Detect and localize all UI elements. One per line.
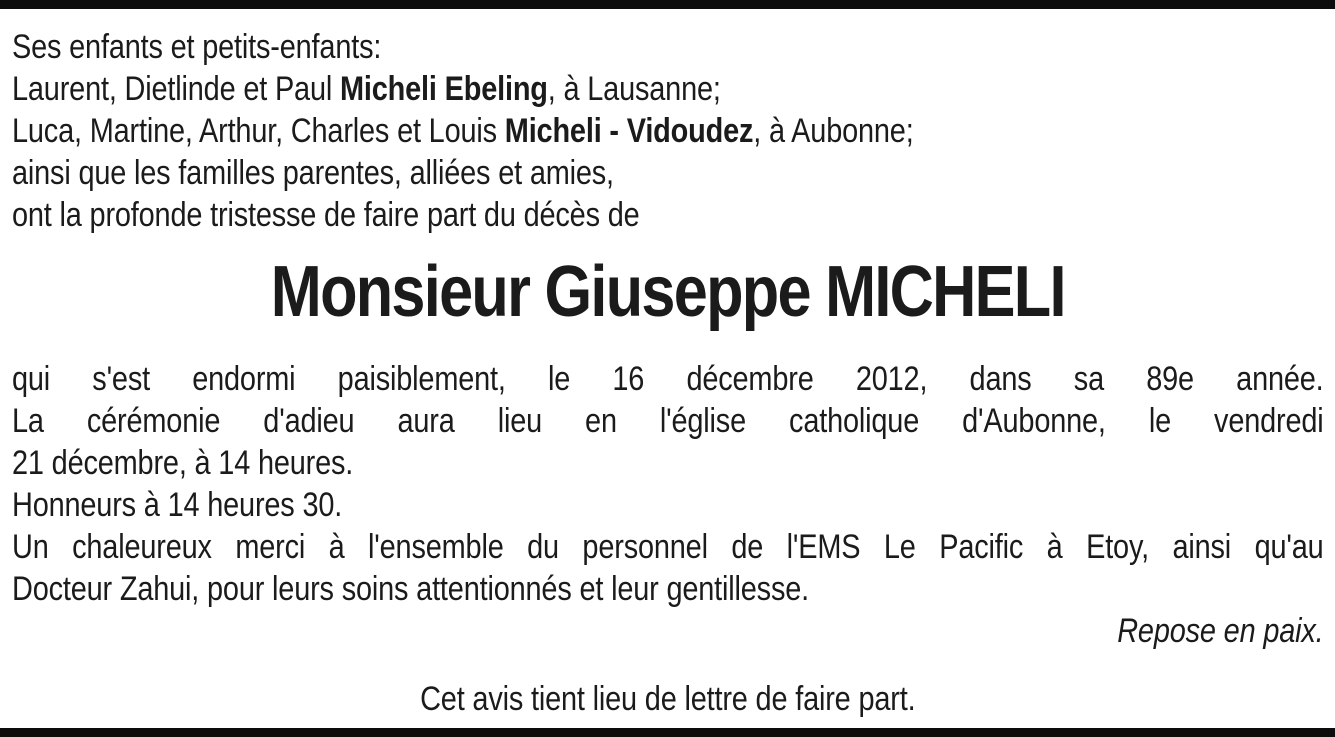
body-line: qui s'est endormi paisiblement, le 16 décembre 2012, dans sa 89e année.: [12, 360, 1324, 398]
intro-text: Laurent, Dietlinde et Paul: [12, 70, 340, 108]
body-line: 21 décembre, à 14 heures.: [12, 444, 354, 482]
intro-block: [12, 26, 1324, 236]
intro-line: [12, 194, 1324, 236]
bottom-border-bar: [0, 728, 1335, 737]
footer-statement: Cet avis tient lieu de lettre de faire part.: [420, 680, 916, 718]
intro-text: , à Aubonne;: [753, 112, 914, 150]
body-line: Docteur Zahui, pour leurs soins attentionnés et leur gentillesse.: [12, 570, 809, 608]
intro-text: ainsi que les familles parentes, alliées et amies,: [12, 154, 614, 192]
intro-line: [12, 26, 1324, 68]
body-line: La cérémonie d'adieu aura lieu en l'église catholique d'Aubonne, le vendredi: [12, 402, 1324, 440]
intro-text: , à Lausanne;: [547, 70, 721, 108]
notice-content: [12, 9, 1324, 720]
top-border-bar: [0, 0, 1335, 9]
body-line: Honneurs à 14 heures 30.: [12, 486, 343, 524]
deceased-name-headline: Monsieur Giuseppe MICHELI: [270, 252, 1065, 332]
intro-text: ont la profonde tristesse de faire part du décès de: [12, 196, 640, 234]
intro-line: [12, 68, 1324, 110]
body-block: [12, 358, 1324, 610]
intro-line: [12, 152, 1324, 194]
family-name-bold: Micheli - Vidoudez: [504, 112, 754, 150]
intro-line: [12, 110, 1324, 152]
body-line: Un chaleureux merci à l'ensemble du personnel de l'EMS Le Pacific à Etoy, ainsi qu'au: [12, 528, 1324, 566]
closing-phrase: Repose en paix.: [1117, 612, 1324, 650]
intro-text: Luca, Martine, Arthur, Charles et Louis: [12, 112, 505, 150]
family-name-bold: Micheli Ebeling: [339, 70, 548, 108]
intro-text: Ses enfants et petits-enfants:: [12, 28, 382, 66]
